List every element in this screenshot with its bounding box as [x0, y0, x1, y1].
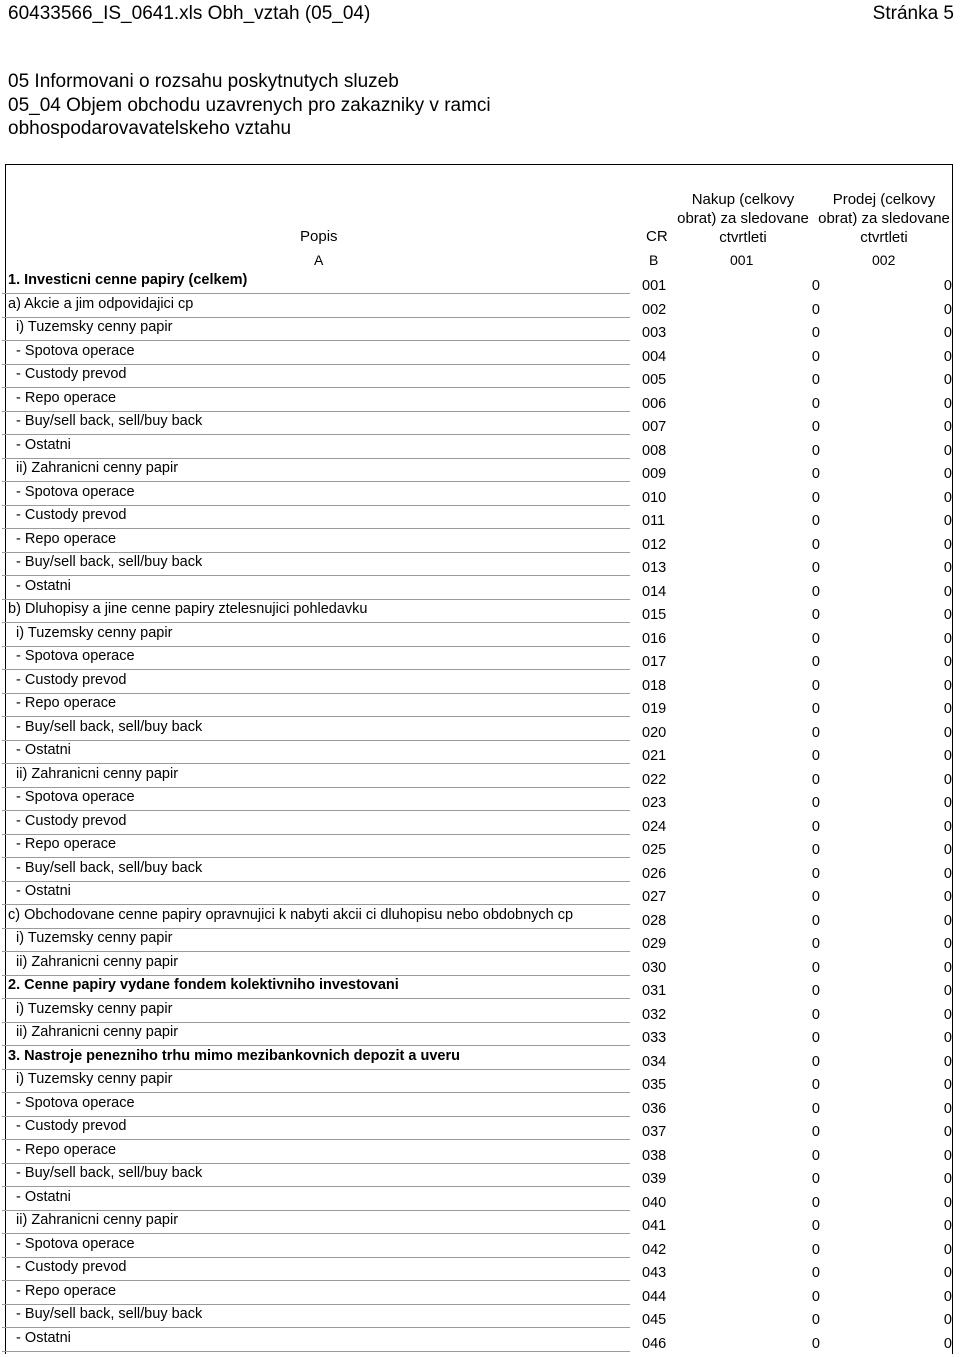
row-value-prodej: 0: [943, 771, 952, 788]
row-code: 010: [642, 489, 667, 506]
table-row: [6, 577, 952, 601]
column-code-002: 002: [872, 252, 896, 268]
row-value-nakup: 0: [811, 607, 820, 623]
row-description: - Ostatni: [2, 437, 630, 459]
table-row: [6, 389, 952, 413]
row-value-nakup: 0: [811, 278, 820, 294]
table-row: [6, 459, 952, 483]
row-value-nakup: 0: [811, 936, 820, 952]
row-description: - Buy/sell back, sell/buy back: [2, 719, 630, 741]
row-description: - Ostatni: [2, 1189, 630, 1211]
row-description: - Repo operace: [2, 531, 630, 553]
row-value-nakup: 0: [811, 513, 820, 529]
row-code: 046: [642, 1335, 667, 1352]
row-description: - Spotova operace: [2, 343, 630, 365]
table-row: [6, 365, 952, 389]
row-value-nakup: 0: [811, 1288, 820, 1305]
row-code: 003: [642, 325, 667, 341]
row-value-prodej: 0: [943, 1077, 952, 1093]
table-row: [6, 765, 952, 789]
table-row: [6, 1023, 952, 1047]
table-row: [6, 812, 952, 836]
table-row: [6, 624, 952, 648]
row-description: 3. Nastroje penezniho trhu mimo mezibankovnich depozit a uveru: [2, 1048, 630, 1070]
row-code: 006: [642, 395, 667, 412]
file-title: 60433566_IS_0641.xls Obh_vztah (05_04): [8, 3, 371, 24]
table-body: [6, 271, 952, 1352]
table-row: [6, 1164, 952, 1188]
row-description: - Ostatni: [2, 578, 630, 600]
row-value-nakup: 0: [811, 395, 820, 412]
row-value-nakup: 0: [811, 1194, 820, 1211]
table-row: [6, 1329, 952, 1353]
table-row: [6, 483, 952, 507]
row-value-prodej: 0: [943, 466, 952, 482]
row-value-nakup: 0: [811, 1241, 820, 1258]
row-value-prodej: 0: [943, 1053, 952, 1070]
row-value-nakup: 0: [811, 1053, 820, 1070]
row-value-nakup: 0: [811, 301, 820, 318]
row-description: - Repo operace: [2, 1283, 630, 1305]
row-description: - Repo operace: [2, 1142, 630, 1164]
table-row: [6, 1211, 952, 1235]
table-row: [6, 412, 952, 436]
row-code: 001: [642, 278, 667, 294]
row-description: ii) Zahranicni cenny papir: [2, 1212, 630, 1234]
row-value-prodej: 0: [943, 1171, 952, 1187]
row-code: 035: [642, 1077, 667, 1093]
row-value-prodej: 0: [943, 489, 952, 506]
row-value-nakup: 0: [811, 677, 820, 694]
row-code: 044: [642, 1288, 667, 1305]
table-row: [6, 671, 952, 695]
row-description: 2. Cenne papiry vydane fondem kolektivniho investovani: [2, 977, 630, 999]
row-description: - Ostatni: [2, 883, 630, 905]
row-code: 013: [642, 560, 667, 576]
row-code: 017: [642, 654, 667, 670]
row-code: 021: [642, 748, 667, 764]
row-description: 1. Investicni cenne papiry (celkem): [2, 272, 630, 294]
row-code: 002: [642, 301, 667, 318]
row-value-nakup: 0: [811, 1006, 820, 1023]
row-description: - Custody prevod: [2, 672, 630, 694]
row-description: a) Akcie a jim odpovidajici cp: [2, 296, 630, 318]
column-code-001: 001: [730, 252, 754, 268]
table-row: [6, 718, 952, 742]
column-letters-row: [6, 249, 952, 271]
row-value-prodej: 0: [943, 1265, 952, 1281]
row-value-prodej: 0: [943, 583, 952, 600]
header-prodej: Prodej (celkovy obrat) za sledovane ctvrtleti: [818, 191, 950, 246]
row-value-nakup: 0: [811, 442, 820, 459]
table-row: [6, 553, 952, 577]
table-row: [6, 295, 952, 319]
row-value-nakup: 0: [811, 1100, 820, 1117]
row-value-prodej: 0: [943, 818, 952, 835]
row-description: - Buy/sell back, sell/buy back: [2, 1306, 630, 1328]
row-code: 033: [642, 1030, 667, 1046]
table-row: [6, 1141, 952, 1165]
row-code: 014: [642, 583, 667, 600]
row-description: - Custody prevod: [2, 1259, 630, 1281]
row-description: - Buy/sell back, sell/buy back: [2, 413, 630, 435]
row-value-nakup: 0: [811, 795, 820, 811]
row-value-nakup: 0: [811, 466, 820, 482]
row-value-nakup: 0: [811, 983, 820, 999]
row-value-prodej: 0: [943, 630, 952, 647]
row-code: 008: [642, 442, 667, 459]
row-code: 038: [642, 1147, 667, 1164]
row-value-prodej: 0: [943, 325, 952, 341]
row-value-nakup: 0: [811, 1171, 820, 1187]
row-code: 029: [642, 936, 667, 952]
table-row: [6, 741, 952, 765]
report-title-line: obhospodarovavatelskeho vztahu: [8, 118, 292, 139]
row-code: 036: [642, 1100, 667, 1117]
row-description: ii) Zahranicni cenny papir: [2, 1024, 630, 1046]
row-description: - Repo operace: [2, 390, 630, 412]
table-row: [6, 1188, 952, 1212]
row-code: 015: [642, 607, 667, 623]
row-value-nakup: 0: [811, 654, 820, 670]
row-value-prodej: 0: [943, 1147, 952, 1164]
header-cr: CR: [646, 228, 668, 245]
row-code: 009: [642, 466, 667, 482]
table-row: [6, 906, 952, 930]
row-code: 012: [642, 536, 667, 553]
row-value-nakup: 0: [811, 818, 820, 835]
row-value-nakup: 0: [811, 748, 820, 764]
row-description: - Buy/sell back, sell/buy back: [2, 1165, 630, 1187]
table-row: [6, 647, 952, 671]
row-value-prodej: 0: [943, 724, 952, 741]
column-letter-a: A: [314, 252, 324, 268]
row-description: - Buy/sell back, sell/buy back: [2, 554, 630, 576]
row-value-prodej: 0: [943, 607, 952, 623]
row-code: 020: [642, 724, 667, 741]
row-value-prodej: 0: [943, 654, 952, 670]
table-row: [6, 859, 952, 883]
report-title-line: 05_04 Objem obchodu uzavrenych pro zakazniky v ramci: [8, 94, 491, 116]
row-code: 023: [642, 795, 667, 811]
row-value-prodej: 0: [943, 889, 952, 905]
row-value-prodej: 0: [943, 419, 952, 435]
row-description: c) Obchodovane cenne papiry opravnujici k nabyti akcii ci dluhopisu nebo obdobnych cp: [2, 907, 630, 929]
report-title-line: 05 Informovani o rozsahu poskytnutych sluzeb: [8, 71, 399, 92]
row-value-prodej: 0: [943, 1100, 952, 1117]
row-value-prodej: 0: [943, 536, 952, 553]
row-value-prodej: 0: [943, 795, 952, 811]
row-code: 019: [642, 701, 667, 717]
row-code: 037: [642, 1124, 667, 1140]
row-value-prodej: 0: [943, 1124, 952, 1140]
row-value-prodej: 0: [943, 1288, 952, 1305]
row-description: ii) Zahranicni cenny papir: [2, 460, 630, 482]
row-description: ii) Zahranicni cenny papir: [2, 766, 630, 788]
row-description: i) Tuzemsky cenny papir: [2, 625, 630, 647]
table-row: [6, 835, 952, 859]
row-description: - Ostatni: [2, 1330, 630, 1352]
row-description: i) Tuzemsky cenny papir: [2, 1001, 630, 1023]
row-description: - Ostatni: [2, 742, 630, 764]
row-value-prodej: 0: [943, 560, 952, 576]
table-row: [6, 1258, 952, 1282]
row-description: - Custody prevod: [2, 366, 630, 388]
table-row: [6, 1282, 952, 1306]
row-description: ii) Zahranicni cenny papir: [2, 954, 630, 976]
row-value-nakup: 0: [811, 325, 820, 341]
row-description: - Spotova operace: [2, 484, 630, 506]
row-value-nakup: 0: [811, 419, 820, 435]
data-table: [5, 164, 953, 1354]
row-value-nakup: 0: [811, 1218, 820, 1234]
row-code: 032: [642, 1006, 667, 1023]
table-row: [6, 882, 952, 906]
row-code: 011: [642, 513, 666, 529]
table-row: [6, 506, 952, 530]
row-value-nakup: 0: [811, 842, 820, 858]
table-row: [6, 271, 952, 295]
row-value-nakup: 0: [811, 536, 820, 553]
row-description: - Custody prevod: [2, 1118, 630, 1140]
row-value-prodej: 0: [943, 748, 952, 764]
row-value-prodej: 0: [943, 442, 952, 459]
row-value-nakup: 0: [811, 1312, 820, 1328]
row-value-nakup: 0: [811, 1077, 820, 1093]
row-code: 005: [642, 372, 667, 388]
table-row: [6, 788, 952, 812]
row-value-prodej: 0: [943, 513, 952, 529]
row-code: 045: [642, 1312, 667, 1328]
row-description: - Repo operace: [2, 836, 630, 858]
row-value-nakup: 0: [811, 1124, 820, 1140]
row-description: - Spotova operace: [2, 789, 630, 811]
row-description: i) Tuzemsky cenny papir: [2, 319, 630, 341]
row-value-nakup: 0: [811, 630, 820, 647]
row-description: i) Tuzemsky cenny papir: [2, 1071, 630, 1093]
row-value-nakup: 0: [811, 489, 820, 506]
table-row: [6, 1117, 952, 1141]
page-header: [8, 2, 954, 26]
table-row: [6, 530, 952, 554]
row-description: b) Dluhopisy a jine cenne papiry ztelesnujici pohledavku: [2, 601, 630, 623]
row-value-nakup: 0: [811, 560, 820, 576]
row-value-nakup: 0: [811, 583, 820, 600]
row-code: 031: [642, 983, 667, 999]
row-value-prodej: 0: [943, 1030, 952, 1046]
row-value-prodej: 0: [943, 1312, 952, 1328]
row-code: 024: [642, 818, 667, 835]
row-description: - Custody prevod: [2, 813, 630, 835]
table-row: [6, 929, 952, 953]
table-row: [6, 1047, 952, 1071]
table-row: [6, 976, 952, 1000]
row-value-nakup: 0: [811, 1030, 820, 1046]
row-value-nakup: 0: [811, 348, 820, 365]
row-value-prodej: 0: [943, 842, 952, 858]
table-row: [6, 1000, 952, 1024]
row-value-nakup: 0: [811, 1265, 820, 1281]
row-value-prodej: 0: [943, 372, 952, 388]
table-row: [6, 1070, 952, 1094]
row-value-prodej: 0: [943, 983, 952, 999]
row-description: - Buy/sell back, sell/buy back: [2, 860, 630, 882]
row-code: 022: [642, 771, 667, 788]
row-value-nakup: 0: [811, 865, 820, 882]
row-code: 040: [642, 1194, 667, 1211]
row-value-prodej: 0: [943, 936, 952, 952]
row-value-prodej: 0: [943, 865, 952, 882]
row-description: - Spotova operace: [2, 1236, 630, 1258]
row-value-prodej: 0: [943, 278, 952, 294]
row-value-nakup: 0: [811, 1147, 820, 1164]
header-nakup: Nakup (celkovy obrat) za sledovane ctvrtleti: [677, 191, 809, 246]
row-value-nakup: 0: [811, 771, 820, 788]
row-code: 018: [642, 677, 667, 694]
table-header: [6, 165, 952, 249]
row-code: 041: [642, 1218, 667, 1234]
table-row: [6, 436, 952, 460]
row-code: 042: [642, 1241, 667, 1258]
row-value-nakup: 0: [811, 724, 820, 741]
row-value-prodej: 0: [943, 1335, 952, 1352]
row-code: 027: [642, 889, 667, 905]
row-code: 016: [642, 630, 667, 647]
row-code: 028: [642, 912, 667, 929]
row-code: 025: [642, 842, 667, 858]
row-value-prodej: 0: [943, 1218, 952, 1234]
row-value-prodej: 0: [943, 1006, 952, 1023]
table-row: [6, 318, 952, 342]
row-description: - Spotova operace: [2, 1095, 630, 1117]
row-value-nakup: 0: [811, 912, 820, 929]
header-popis: Popis: [300, 228, 338, 245]
row-value-nakup: 0: [811, 372, 820, 388]
row-description: - Custody prevod: [2, 507, 630, 529]
row-description: - Spotova operace: [2, 648, 630, 670]
table-row: [6, 1235, 952, 1259]
row-value-nakup: 0: [811, 959, 820, 976]
row-value-prodej: 0: [943, 1194, 952, 1211]
row-code: 034: [642, 1053, 667, 1070]
row-value-prodej: 0: [943, 677, 952, 694]
row-value-nakup: 0: [811, 701, 820, 717]
row-value-nakup: 0: [811, 1335, 820, 1352]
table-row: [6, 1094, 952, 1118]
row-code: 007: [642, 419, 667, 435]
row-value-prodej: 0: [943, 959, 952, 976]
table-row: [6, 342, 952, 366]
page-number: Stránka 5: [872, 3, 954, 24]
table-row: [6, 1305, 952, 1329]
row-code: 026: [642, 865, 667, 882]
row-value-prodej: 0: [943, 348, 952, 365]
row-description: - Repo operace: [2, 695, 630, 717]
row-code: 004: [642, 348, 667, 365]
table-row: [6, 953, 952, 977]
row-value-prodej: 0: [943, 701, 952, 717]
row-description: i) Tuzemsky cenny papir: [2, 930, 630, 952]
row-value-prodej: 0: [943, 1241, 952, 1258]
row-value-prodej: 0: [943, 301, 952, 318]
report-titles: [8, 70, 491, 141]
row-code: 030: [642, 959, 667, 976]
row-value-prodej: 0: [943, 912, 952, 929]
column-letter-b: B: [649, 252, 659, 268]
table-row: [6, 600, 952, 624]
row-value-prodej: 0: [943, 395, 952, 412]
row-code: 039: [642, 1171, 667, 1187]
row-value-nakup: 0: [811, 889, 820, 905]
row-code: 043: [642, 1265, 667, 1281]
table-row: [6, 694, 952, 718]
